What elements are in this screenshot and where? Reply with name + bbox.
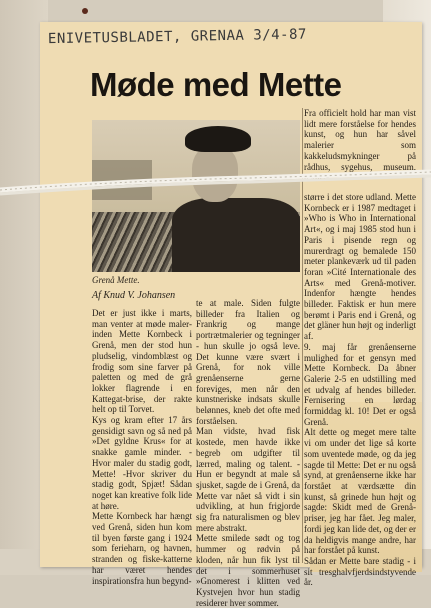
column-rule xyxy=(302,108,303,563)
photo-shadow xyxy=(92,160,152,200)
photo-caption: Grenå Mette. xyxy=(92,275,140,285)
photo-person-face xyxy=(192,146,238,202)
article-column-3-top: Fra officielt hold har man vist lidt mere forståelse for hendes kunst, og hun har såvel malerier som kakkeludsmykninger på rådhus, sygehus, museum, teknisk xyxy=(304,108,416,183)
byline: Af Knud V. Johansen xyxy=(92,290,176,301)
headline: Møde med Mette xyxy=(90,66,342,103)
ink-dot xyxy=(82,8,88,14)
article-column-1: Det er just ikke i marts, man venter at møde maler-inden Mette Kornbeck i Grenå, men der stod hun pludselig, vindomblæst og frodig som sine farver på paletten og med de grå lokker flagrende i en Kattegat-brise, der rakte helt op til Torvet. Kys og kram efter 17 års gensidigt savn og så ned på »Det gyldne Krus« for at snakke gamle minder. -Hvor maler du stadig godt, Mette! -Hvor skriver du stadig godt, Spjæt! Sådan noget kan kreative folk lide at høre. Mette Kornbeck har hængt ved Grenå, siden hun kom til byen første gang i 1924 som ferieharn, og havnen, stranden og fiske-katterne har været hendes inspirationsfra hun begynd- xyxy=(92,308,192,586)
photo-person-coat xyxy=(172,198,300,272)
article-column-2: te at male. Siden fulgte billeder fra Italien og Frankrig og mange portrætmalerier og tegninger - hun skulle jo også leve. Det kunne være svært i Grenå, for nok ville grenåenserne gerne foreviges, men når den kunstneriske indsats skulle belønnes, kneb det ofte med forståelsen. Man vidste, hvad fisk kostede, men havde ikke begreb om udgifter til lærred, maling og talent. -Hun er begyndt at male så sjusket, sagde de i Grenå, da Mette var nået så vidt i sin udvikling, at hun frigjorde sig fra naturalismen og blev mere abstrakt. Mette smilede sødt og tog hummer og rødvin på kloden, når hun fik lyst til det i sommerhuset »Gnomerest i klitten ved Kystvejen hvor hun stadig residerer hver sommer. xyxy=(196,298,300,608)
photo-person-hat xyxy=(185,126,251,152)
article-photo xyxy=(92,120,300,272)
article-column-3: større i det store udland. Mette Kornbeck er i 1987 medtaget i »Who is Who in International Art«, og i maj 1985 stod hun i Paris i pisende regn og murerdragt og bemalede 150 meter plankeværk ud til paden foran »Cité Internationale des Arts« med Grenå-motiver. Indenfor hængte hendes billeder. Faktisk er hun mere berømt i Paris end i Grenå, og det gläner hun højt og inderligt af. 9. maj får grenåenserne mulighed for et gensyn med Mette Kornbeck. Da åbner Galerie 2-5 en udstilling med et udvalg af hendes billeder. Fernisering en lørdag formiddag kl. 10! Det er også Grenå. Alt dette og meget mere talte vi om under det lige så korte som uventede møde, og da jeg sagde til Mette: Det er nu også synd, at grenåenserne ikke har forstået at værdsætte din kunst, så grinede hun højt og sagde: Skidt med de Grenå-priser, jeg har fået. Jeg maler, fordi jeg kan lide det, og der er da heldigvis mange andre, har har forstået på kunst. Sådan er Mette bare stadig - i sit tresghalvfjerdsindstyvende år. xyxy=(304,192,416,588)
handwritten-note: ENIVETUSBLADET, GRENAA 3/4-87 xyxy=(47,26,307,48)
